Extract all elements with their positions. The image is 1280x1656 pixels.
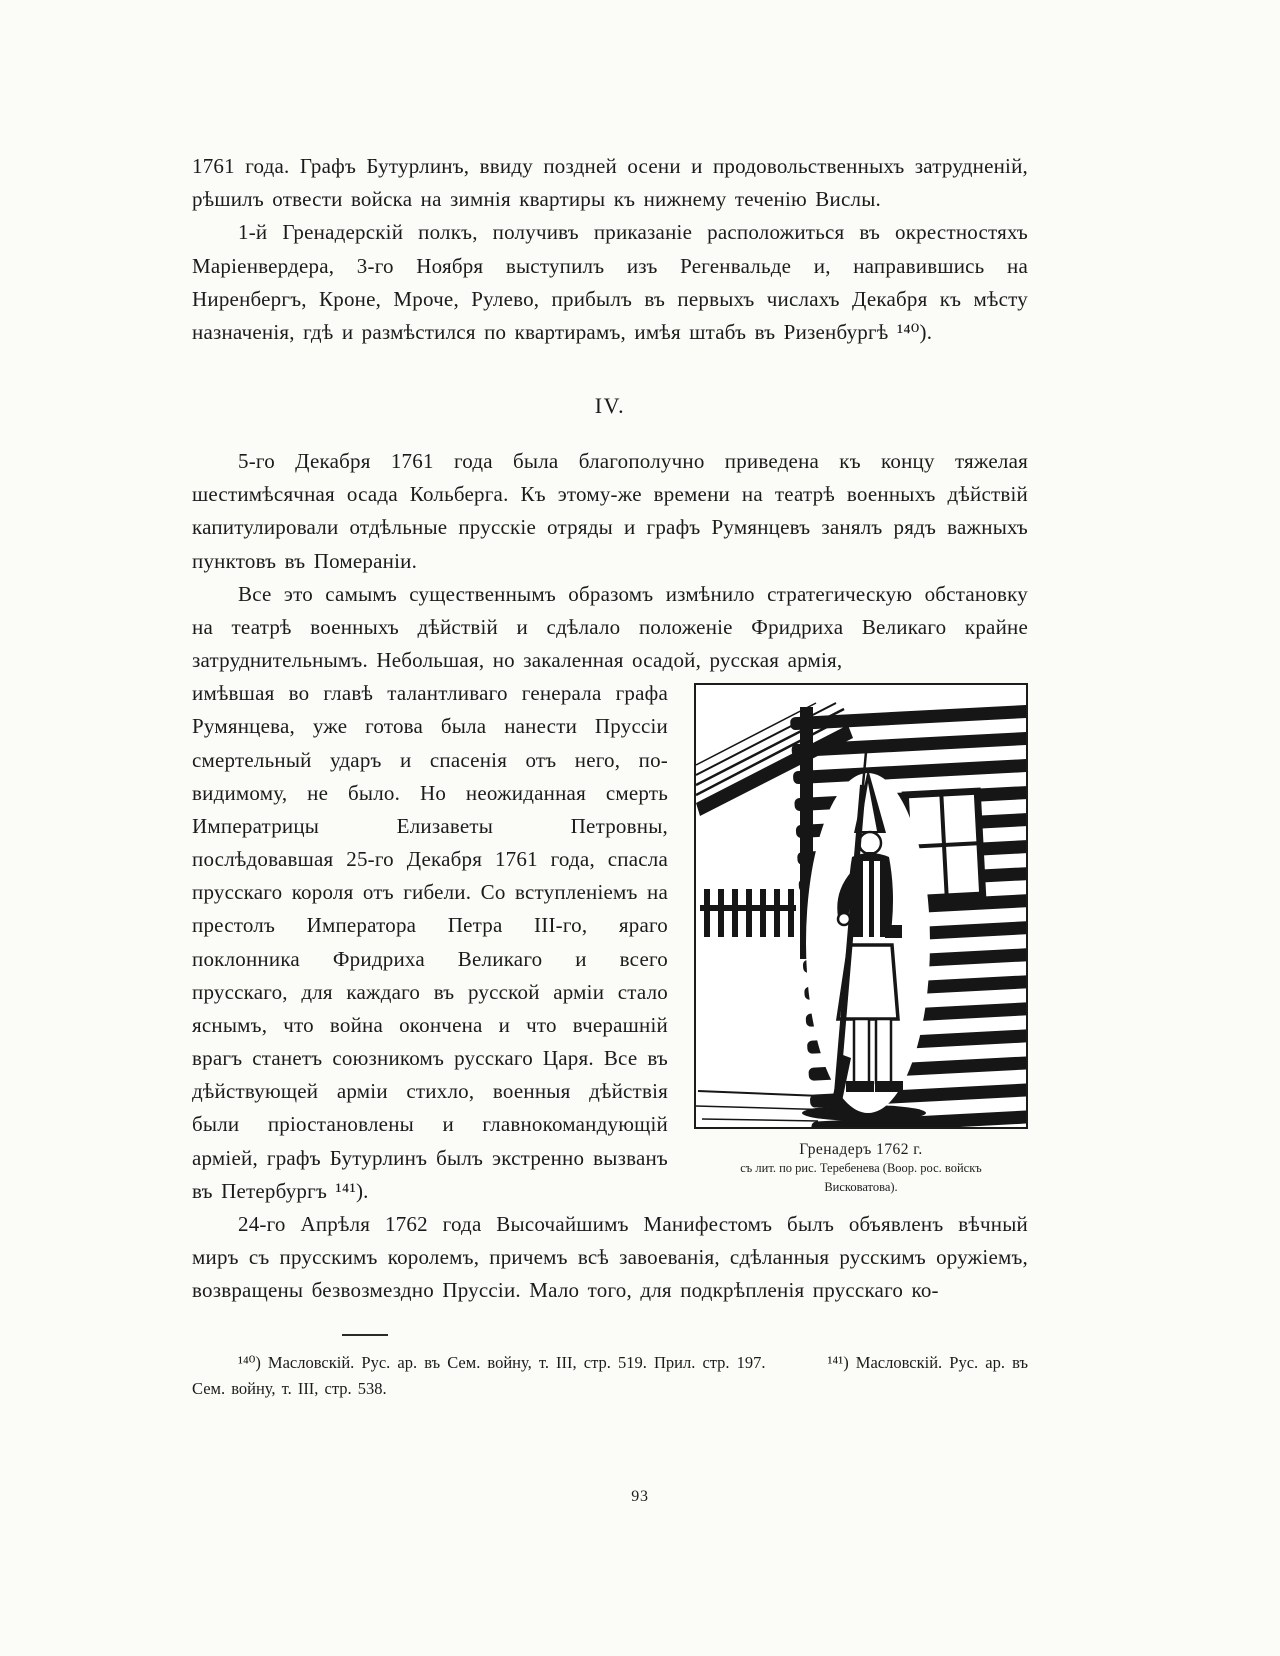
soldier-shoe bbox=[846, 1081, 874, 1092]
soldier-shoe bbox=[875, 1081, 903, 1092]
paragraph-grenadier-regiment: 1-й Гренадерскій полкъ, получивъ приказаніе расположиться въ окрестностяхъ Маріенвердера, 3-го Ноября выступилъ изъ Регенвальде и, направившись на Ниренбергъ, Кроне, Мроче, Рулево, прибылъ въ первыхъ числахъ Декабря къ мѣсту назначенія, гдѣ и размѣстился по квартирамъ, имѣя штабъ въ Ризенбургѣ ¹⁴⁰). bbox=[192, 220, 1028, 344]
grenadier-figure bbox=[694, 683, 1028, 1197]
footnote-141: ¹⁴¹) Масловскій. Рус. ар. въ Сем. войну, т. III, стр. 538. bbox=[192, 1352, 1028, 1398]
soldier-hand bbox=[838, 913, 850, 925]
footnote-separator bbox=[342, 1334, 388, 1336]
cartridge-pouch-icon bbox=[885, 925, 902, 938]
grenadier-lithograph bbox=[694, 683, 1028, 1129]
figure-caption-source-line2: Висковатова). bbox=[824, 1179, 898, 1194]
footnote-area bbox=[0, 1334, 1280, 1402]
paragraph-intro: 1761 года. Графъ Бутурлинъ, ввиду поздней осени и продовольственныхъ затрудненій, рѣшилъ отвести войска на зимнія квартиры къ нижнему теченію Вислы. bbox=[192, 154, 1028, 212]
figure-caption-source-line1: съ лит. по рис. Теребенева (Воор. рос. войскъ bbox=[740, 1161, 982, 1176]
soldier-leg bbox=[876, 1019, 891, 1083]
footnote-140: ¹⁴⁰) Масловскій. Рус. ар. въ Сем. войну, т. III, стр. 519. Прил. стр. 197. bbox=[238, 1352, 766, 1372]
soldier-head bbox=[859, 832, 881, 854]
paragraph-manifest: 24-го Апрѣля 1762 года Высочайшимъ Манифестомъ былъ объявленъ вѣчный миръ съ прусскимъ королемъ, причемъ всѣ завоеванія, сдѣланныя русскимъ оружіемъ, возвращены безвозмездно Пруссіи. Мало того, для подкрѣпленія прусскаго ко- bbox=[192, 1211, 1028, 1303]
figure-caption bbox=[694, 1141, 1028, 1197]
paragraph-kolberg: 5-го Декабря 1761 года была благополучно приведена къ концу тяжелая шестимѣсячная осада Кольберга. Къ этому-же времени на театрѣ военныхъ дѣйствій капитулировали отдѣльные прусскіе отряды и графъ Румянцевъ занялъ рядъ важныхъ пунктовъ въ Помераніи. bbox=[192, 449, 1028, 573]
section-heading: IV. bbox=[594, 393, 626, 419]
figure-caption-title: Гренадеръ 1762 г. bbox=[799, 1141, 923, 1159]
soldier-leg bbox=[854, 1019, 869, 1083]
footnotes-block bbox=[192, 1350, 1028, 1402]
grenadier-illustration bbox=[696, 685, 1026, 1127]
paragraph-strategy-part2: имѣвшая во главѣ талантливаго генерала графа Румянцева, уже готова была нанести Пруссіи смертельный ударъ и спасенія отъ него, по-видимому, не было. Но неожиданная смерть Императрицы Елизаветы Петровны, послѣдовавшая 25-го Декабря 1761 года, спасла прусскаго короля отъ гибели. Со вступленіемъ на престолъ Императора Петра III-го, яраго поклонника Фридриха Великаго и всего прусскаго, для каждаго въ русской арміи стало яснымъ, что война окончена и что вчерашній врагъ станетъ союзникомъ русскаго Царя. Все въ дѣйствующей арміи стихло, военныя дѣйствія были пріостановлены и главнокомандующій арміей, графъ Бутурлинъ былъ экстренно вызванъ въ Петербургъ ¹⁴¹). bbox=[192, 681, 668, 1203]
paragraph-strategy-part1: Все это самымъ существеннымъ образомъ измѣнило стратегическую обстановку на театрѣ военныхъ дѣйствій и сдѣлало положеніе Фридриха Великаго крайне затруднительнымъ. Небольшая, но закаленная осадой, русская армія, bbox=[192, 581, 1028, 673]
page-number: 93 bbox=[631, 1488, 649, 1505]
